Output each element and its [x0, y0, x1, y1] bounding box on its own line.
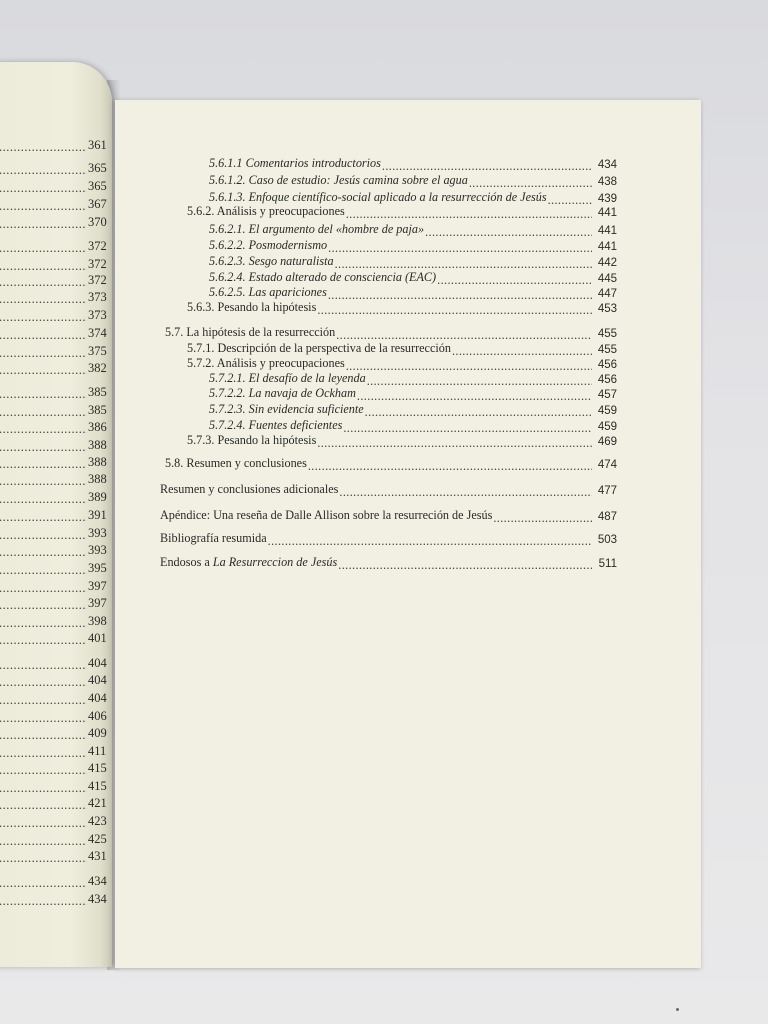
toc-entry-title: 5.7.3. Pesando la hipótesis [187, 433, 317, 447]
toc-entry-title: 5.6.3. Pesando la hipótesis [187, 300, 317, 314]
left-page-entry [0, 670, 112, 688]
toc-page-number: 469 [597, 436, 617, 448]
page-number: 375 [88, 344, 107, 358]
left-page-entry [0, 829, 112, 847]
left-page-entry [0, 611, 112, 629]
page-number: 434 [88, 874, 107, 888]
page-number: 434 [88, 892, 107, 906]
page-number: 421 [88, 796, 107, 810]
left-page-entry [0, 653, 112, 671]
left-page-entry [0, 469, 112, 487]
dot-leader [268, 536, 592, 546]
toc-page-number: 487 [597, 511, 617, 523]
dot-leader [0, 293, 87, 305]
dot-leader [493, 513, 592, 523]
toc-entry-title: Apéndice: Una reseña de Dalle Allison sobre la resurreción de Jesús [160, 508, 493, 522]
toc-page-number: 455 [597, 328, 617, 340]
left-page-entry [0, 576, 112, 594]
page-number: 391 [88, 508, 107, 522]
dot-leader [0, 817, 87, 829]
page-number: 373 [88, 290, 107, 304]
toc-page-number: 456 [597, 374, 617, 386]
dot-leader [0, 694, 87, 706]
toc-entry-title: 5.6.1.1 Comentarios introductorios [209, 156, 381, 170]
page-number: 398 [88, 614, 107, 628]
page-number: 370 [88, 215, 107, 229]
toc-page-number: 447 [597, 288, 617, 300]
dot-leader [0, 764, 87, 776]
dot-leader [0, 634, 87, 646]
page-number: 365 [88, 179, 107, 193]
left-page-entry [0, 558, 112, 576]
page-number: 423 [88, 814, 107, 828]
dot-leader [339, 487, 592, 497]
page-number: 372 [88, 239, 107, 253]
dot-leader [0, 729, 87, 741]
left-page-entry [0, 776, 112, 794]
page-number: 415 [88, 761, 107, 775]
toc-entry [209, 220, 617, 237]
page-number: 388 [88, 455, 107, 469]
left-page-entry [0, 505, 112, 523]
left-page-entry [0, 323, 112, 341]
dot-leader [0, 388, 87, 400]
left-page-entry [0, 176, 112, 194]
dot-leader [346, 209, 592, 219]
left-page-entry [0, 287, 112, 305]
page-number: 389 [88, 490, 107, 504]
page-number: 397 [88, 579, 107, 593]
dot-leader [0, 242, 87, 254]
dot-leader [0, 676, 87, 688]
toc-page-number: 457 [597, 389, 617, 401]
left-page-entry [0, 523, 112, 541]
page-number: 406 [88, 709, 107, 723]
toc-entry-title: 5.6.2.5. Las apariciones [209, 285, 327, 299]
toc-entry-title: 5.6.2.3. Sesgo naturalista [209, 254, 334, 268]
toc-entry [187, 431, 617, 448]
left-page-entry [0, 593, 112, 611]
page-number: 385 [88, 385, 107, 399]
toc-entry-title: 5.6.2.4. Estado alterado de consciencia (EAC) [209, 270, 437, 284]
left-page [0, 62, 112, 967]
left-page-entry [0, 628, 112, 646]
left-page-entry [0, 811, 112, 829]
page-number: 431 [88, 849, 107, 863]
toc-page-number: 474 [597, 459, 617, 471]
dot-leader [338, 560, 592, 570]
dot-leader [382, 161, 592, 171]
dot-leader [0, 164, 87, 176]
toc-entry [209, 236, 617, 253]
page-number: 373 [88, 308, 107, 322]
toc-entry [209, 252, 617, 269]
dot-leader [0, 423, 87, 435]
left-page-entry [0, 487, 112, 505]
left-page-entry [0, 435, 112, 453]
page-number: 404 [88, 691, 107, 705]
toc-entry-title: 5.7.2.2. La navaja de Ockham [209, 386, 356, 400]
page-number: 374 [88, 326, 107, 340]
left-page-entry [0, 793, 112, 811]
toc-page-number: 459 [597, 405, 617, 417]
toc-entry-title-plain: Endosos a [160, 555, 213, 569]
dot-leader [0, 852, 87, 864]
toc-page-number: 438 [597, 176, 617, 188]
page-number: 393 [88, 543, 107, 557]
toc-entry-title: 5.6.2.2. Posmodernismo [209, 238, 328, 252]
toc-page-number: 477 [597, 485, 617, 497]
page-number: 411 [88, 744, 107, 758]
page-number: 415 [88, 779, 107, 793]
dot-leader [469, 178, 592, 188]
dot-leader [0, 564, 87, 576]
dot-leader [317, 305, 592, 315]
toc-entry [209, 154, 617, 171]
dot-leader [0, 364, 87, 376]
left-page-entry [0, 236, 112, 254]
page-number: 385 [88, 403, 107, 417]
page-number: 388 [88, 438, 107, 452]
left-page-entry [0, 358, 112, 376]
page-number: 367 [88, 197, 107, 211]
toc-entry [209, 384, 617, 401]
left-page-entry [0, 688, 112, 706]
toc-page-number: 456 [597, 359, 617, 371]
dot-leader [0, 475, 87, 487]
toc-entry [209, 400, 617, 417]
toc-entry-title: 5.7.2.1. El desafío de la leyenda [209, 371, 366, 385]
toc-entry-title: Resumen y conclusiones adicionales [160, 482, 339, 496]
left-page-entry [0, 758, 112, 776]
left-page-entry [0, 270, 112, 288]
page-number: 372 [88, 257, 107, 271]
dot-leader [0, 311, 87, 323]
left-page-entry [0, 135, 112, 153]
toc-page-number: 459 [597, 421, 617, 433]
page-number: 386 [88, 420, 107, 434]
toc-entry-title: 5.6.2. Análisis y preocupaciones [187, 204, 345, 218]
toc-entry-title: 5.6.2.1. El argumento del «hombre de paja» [209, 222, 425, 236]
left-page-entry [0, 889, 112, 907]
dot-leader [0, 599, 87, 611]
toc-page-number: 434 [597, 159, 617, 171]
dot-leader [0, 329, 87, 341]
toc-entry [160, 553, 617, 570]
page-number: 409 [88, 726, 107, 740]
left-page-entry [0, 706, 112, 724]
toc-entry-title: 5.6.1.2. Caso de estudio: Jesús camina sobre el agua [209, 173, 468, 187]
dot-leader [0, 799, 87, 811]
dot-leader [317, 438, 592, 448]
toc-entry-title: 5.7.2.4. Fuentes deficientes [209, 418, 343, 432]
left-page-entry [0, 417, 112, 435]
dot-leader [0, 895, 87, 907]
toc-entry-title: 5.7.2. Análisis y preocupaciones [187, 356, 345, 370]
toc-page-number: 455 [597, 344, 617, 356]
left-page-entry [0, 846, 112, 864]
toc-entry-title-italic: La Resurreccion de Jesús [212, 555, 338, 569]
left-page-entry [0, 158, 112, 176]
dot-leader [308, 461, 592, 471]
dot-leader [0, 546, 87, 558]
toc-page-number: 441 [597, 241, 617, 253]
page-number: 404 [88, 656, 107, 670]
page-number: 382 [88, 361, 107, 375]
page-number: 388 [88, 472, 107, 486]
toc-page-number: 445 [597, 273, 617, 285]
toc-entry-title: 5.8. Resumen y conclusiones [165, 456, 307, 470]
page-number: 404 [88, 673, 107, 687]
dust-speck [676, 1008, 679, 1011]
page-number: 361 [88, 138, 107, 152]
toc-entry-title: 5.7.1. Descripción de la perspectiva de la resurrección [187, 341, 451, 355]
page-number: 365 [88, 161, 107, 175]
toc-page-number: 442 [597, 257, 617, 269]
toc-page-number: 453 [597, 303, 617, 315]
toc-entry [187, 202, 617, 219]
left-page-entry [0, 400, 112, 418]
dot-leader [0, 200, 87, 212]
left-page-entry [0, 382, 112, 400]
toc-entry [160, 480, 617, 497]
page-number: 425 [88, 832, 107, 846]
toc-page-number: 441 [597, 207, 617, 219]
page-number: 401 [88, 631, 107, 645]
toc-page-number: 503 [597, 534, 617, 546]
toc-entry-title: 5.6.1.3. Enfoque científico-social aplicado a la resurrección de Jesús [209, 190, 547, 204]
left-page-entry [0, 212, 112, 230]
page-number: 395 [88, 561, 107, 575]
toc-page-number: 511 [598, 558, 617, 570]
toc-entry-title [160, 555, 337, 570]
dot-leader [0, 182, 87, 194]
toc-entry-title: 5.7. La hipótesis de la resurrección [165, 325, 336, 339]
left-page-entry [0, 341, 112, 359]
toc-entry [160, 529, 617, 546]
toc-entry [209, 171, 617, 188]
left-page-entry [0, 723, 112, 741]
toc-entry [165, 454, 617, 471]
toc-entry [187, 298, 617, 315]
left-page-entry [0, 452, 112, 470]
left-page-entry [0, 871, 112, 889]
dot-leader [0, 877, 87, 889]
page-number: 393 [88, 526, 107, 540]
left-page-entry [0, 305, 112, 323]
toc-entry [160, 506, 617, 523]
toc-entry [165, 323, 617, 340]
left-page-entry [0, 194, 112, 212]
dot-leader [0, 511, 87, 523]
left-page-entry [0, 741, 112, 759]
dot-leader [0, 141, 87, 153]
toc-entry-title: Bibliografía resumida [160, 531, 267, 545]
toc-page-number: 439 [597, 193, 617, 205]
dot-leader [0, 218, 87, 230]
left-page-entry [0, 540, 112, 558]
page-number: 372 [88, 273, 107, 287]
page-number: 397 [88, 596, 107, 610]
toc-entry-title: 5.7.2.3. Sin evidencia suficiente [209, 402, 364, 416]
dot-leader [0, 493, 87, 505]
toc-page-number: 441 [597, 225, 617, 237]
